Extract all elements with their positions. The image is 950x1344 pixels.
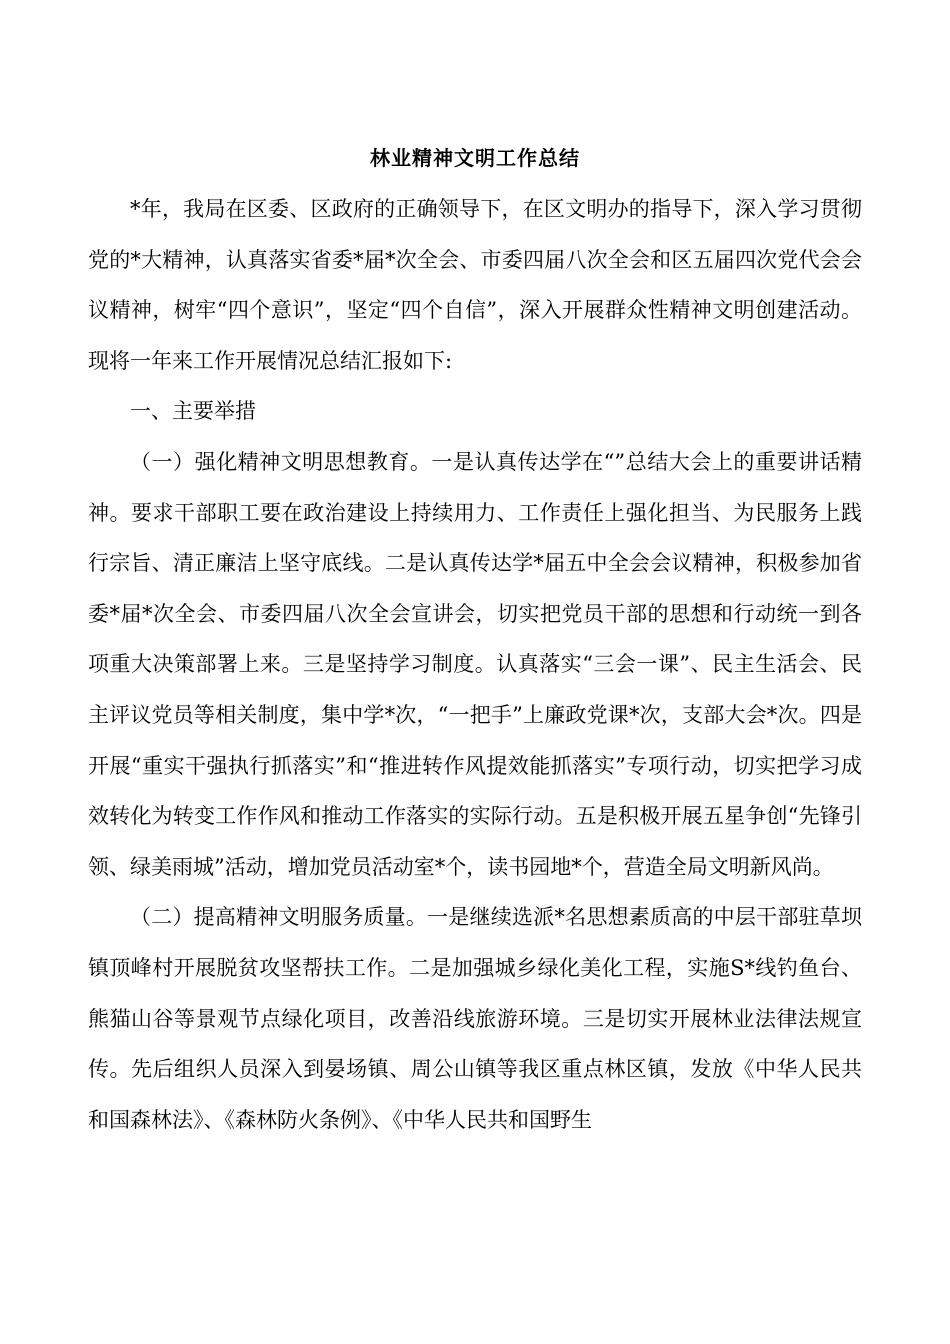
intro-paragraph: *年，我局在区委、区政府的正确领导下，在区文明办的指导下，深入学习贯彻党的*大精神，认真落实省委*届*次全会、市委四届八次全会和区五届四次党代会会议精神，树牢“四个意识”，坚定“四个自信”，深入开展群众性精神文明创建活动。现将一年来工作开展情况总结汇报如下: bbox=[88, 197, 862, 373]
paragraph-ideological-education: （一）强化精神文明思想教育。一是认真传达学在“”总结大会上的重要讲话精神。要求干部职工要在政治建设上持续用力、工作责任上强化担当、为民服务上践行宗旨、清正廉洁上坚守底线。二是认真传达学*届五中全会会议精神，积极参加省委*届*次全会、市委四届八次全会宣讲会，切实把党员干部的思想和行动统一到各项重大决策部署上来。三是坚持学习制度。认真落实“三会一课”、民主生活会、民主评议党员等相关制度，集中学*次，“一把手”上廉政党课*次，支部大会*次。四是开展“重实干强执行抓落实”和“推进转作风提效能抓落实”专项行动，切实把学习成效转化为转变工作作风和推动工作落实的实际行动。五是积极开展五星争创“先锋引领、绿美雨城”活动，增加党员活动室*个，读书园地*个，营造全局文明新风尚。 bbox=[88, 449, 862, 879]
section-heading-main-measures: 一、主要举措 bbox=[130, 399, 256, 424]
paragraph-service-quality: （二）提高精神文明服务质量。一是继续选派*名思想素质高的中层干部驻草坝镇顶峰村开展脱贫攻坚帮扶工作。二是加强城乡绿化美化工程，实施S*线钓鱼台、熊猫山谷等景观节点绿化项目，改善沿线旅游环境。三是切实开展林业法律法规宣传。先后组织人员深入到晏场镇、周公山镇等我区重点林区镇，发放《中华人民共和国森林法》、《森林防火条例》、《中华人民共和国野生 bbox=[88, 905, 862, 1132]
document-body bbox=[88, 142, 862, 1145]
document-title: 林业精神文明工作总结 bbox=[370, 146, 580, 170]
